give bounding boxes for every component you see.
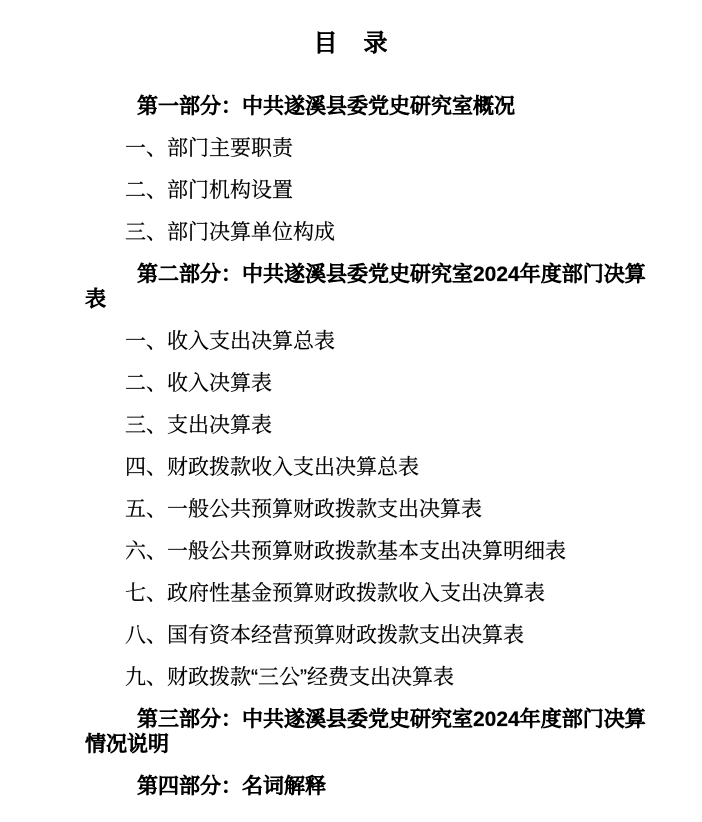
- toc-item-text: 三、部门决算单位构成: [125, 221, 335, 244]
- toc-heading-part4-text: 第四部分：名词解释: [137, 775, 326, 798]
- toc-item: [85, 539, 617, 564]
- toc-item: [85, 497, 617, 522]
- toc-item-text: 一、收入支出决算总表: [125, 330, 335, 353]
- toc-item-text: 一、部门主要职责: [125, 137, 293, 160]
- toc-heading-part4: [85, 774, 617, 799]
- toc-item: [85, 455, 617, 480]
- toc-heading-part2-line2: 表: [85, 288, 106, 311]
- toc-item: [85, 623, 617, 648]
- toc-item-text: 二、收入决算表: [125, 372, 272, 395]
- toc-heading-part3: [85, 707, 646, 757]
- toc-item: [85, 329, 617, 354]
- page-title: 目 录: [313, 30, 389, 57]
- toc-item: [85, 136, 617, 161]
- toc-item: [85, 413, 617, 438]
- toc-item-text: 四、财政拨款收入支出决算总表: [125, 456, 419, 479]
- toc-heading-part3-line2: 情况说明: [85, 733, 169, 756]
- toc-item-text: 六、一般公共预算财政拨款基本支出决算明细表: [125, 540, 566, 563]
- toc-item: [85, 581, 617, 606]
- toc-item: [85, 220, 617, 245]
- toc-item-text: 二、部门机构设置: [125, 179, 293, 202]
- toc-item-text: 七、政府性基金预算财政拨款收入支出决算表: [125, 582, 545, 605]
- toc-heading-part2-line1: 第二部分：中共遂溪县委党史研究室2024年度部门决算: [137, 263, 646, 286]
- toc-item: [85, 371, 617, 396]
- toc-item-text: 九、财政拨款“三公”经费支出决算表: [125, 666, 454, 689]
- toc-heading-part1-text: 第一部分：中共遂溪县委党史研究室概况: [137, 95, 515, 118]
- toc-item-text: 八、国有资本经营预算财政拨款支出决算表: [125, 624, 524, 647]
- toc-heading-part2: [85, 262, 646, 312]
- toc-heading-part1: [85, 94, 617, 119]
- toc-item: [85, 178, 617, 203]
- toc-item: [85, 665, 617, 690]
- toc-item-text: 五、一般公共预算财政拨款支出决算表: [125, 498, 482, 521]
- toc-item-text: 三、支出决算表: [125, 414, 272, 437]
- toc-heading-part3-line1: 第三部分：中共遂溪县委党史研究室2024年度部门决算: [137, 708, 646, 731]
